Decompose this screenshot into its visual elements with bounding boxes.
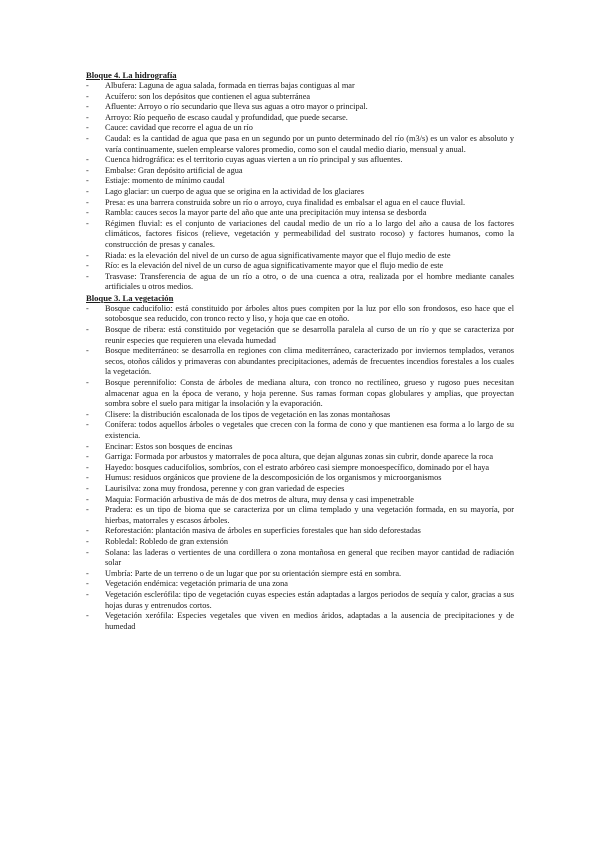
glossary-item	[86, 526, 514, 537]
glossary-definition: : vegetación primaria de una zona	[175, 579, 288, 589]
glossary-item	[86, 261, 514, 272]
glossary-definition: : Robledo de gran extensión	[134, 536, 229, 546]
glossary-definition: : las laderas o vertientes de una cordillera o zona montañosa en general que reciben mayor cantidad de radiación solar	[105, 547, 514, 568]
glossary-definition: : Laguna de agua salada, formada en tierras bajas contiguas al mar	[134, 81, 355, 90]
glossary-item	[86, 537, 514, 548]
glossary-term: Garriga	[105, 452, 131, 462]
glossary-item	[86, 155, 514, 166]
glossary-item	[86, 495, 514, 506]
glossary-term: Solana	[105, 547, 128, 557]
glossary-definition: : residuos orgánicos que proviene de la descomposición de los organismos y microorganismos	[128, 473, 442, 483]
glossary-item	[86, 134, 514, 155]
glossary-item	[86, 346, 514, 378]
glossary-list	[86, 304, 514, 632]
glossary-term: Conífera	[105, 420, 135, 430]
glossary-term: Lago glaciar	[105, 186, 147, 196]
glossary-item	[86, 325, 514, 346]
glossary-item	[86, 590, 514, 611]
glossary-definition: : plantación masiva de árboles en superficies forestales que han sido deforestadas	[151, 526, 421, 536]
glossary-definition: : cauces secos la mayor parte del año que ante una precipitación muy intensa se desborda	[130, 208, 427, 218]
glossary-term: Río	[105, 261, 117, 271]
glossary-definition: : es un tipo de bioma que se caracteriza por un clima templado y una vegetación formada, en su mayoría, por hierbas, matorrales y escasos árboles.	[105, 505, 514, 525]
glossary-term: Encinar	[105, 441, 131, 451]
glossary-term: Bosque caducifolio	[105, 303, 171, 313]
glossary-term: Estiaje	[105, 176, 128, 186]
glossary-term: Embalse	[105, 165, 134, 175]
glossary-item	[86, 579, 514, 590]
glossary-definition: : es una barrera construida sobre un río o arroyo, cuya finalidad es embalsar el agua en el cauce fluvial.	[122, 197, 466, 207]
glossary-term: Cuenca hidrográfica	[105, 155, 173, 165]
glossary-definition: : está constituido por vegetación que se desarrolla paralela al curso de un río y que se caracteriza por reunir especies que requieren una elevada humedad	[105, 325, 515, 345]
glossary-item	[86, 548, 514, 569]
glossary-term: Bosque perennifolio	[105, 378, 175, 388]
glossary-term: Trasvase	[105, 271, 135, 281]
glossary-item	[86, 463, 514, 474]
glossary-item	[86, 410, 514, 421]
glossary-definition: : todos aquellos árboles o vegetales que crecen con la forma de cono y que mantienen esa forma a lo largo de su existencia.	[105, 420, 514, 440]
glossary-definition: : es la elevación del nivel de un curso de agua significativamente mayor que el flujo medio de este	[117, 261, 444, 271]
glossary-definition: : Consta de árboles de mediana altura, con tronco no rectilíneo, grueso y rugoso pues necesitan almacenar agua en la época de verano, y hoja perenne. Sus ramas forman copas globulares y amplias, que proyectan sombra sobre el suelo para mitigar la insolación y la evaporación.	[105, 378, 514, 409]
glossary-item	[86, 219, 514, 251]
glossary-definition: : Arroyo o río secundario que lleva sus aguas a otro mayor o principal.	[134, 102, 368, 112]
glossary-term: Vegetación endémica	[105, 579, 176, 589]
glossary-definition: : es el conjunto de variaciones del caudal medio de un río a lo largo del año a causa de los factores climáticos, factores físicos (relieve, vegetación y permeabilidad del sustrato rocoso) y factores humanos, como la construcción de presas y canales.	[105, 218, 514, 249]
section-heading: Bloque 3. La vegetación	[86, 292, 174, 303]
glossary-item	[86, 166, 514, 177]
glossary-definition: : se desarrolla en regiones con clima mediterráneo, caracterizado por inviernos templados, veranos secos, otoños cálidos y primaveras con abundantes precipitaciones, además de frecuentes incendios forestales a los cuales la vegetación.	[105, 346, 514, 377]
glossary-item	[86, 442, 514, 453]
glossary-definition: : Río pequeño de escaso caudal y profundidad, que puede secarse.	[128, 112, 348, 122]
glossary-item	[86, 304, 514, 325]
glossary-definition: : es el territorio cuyas aguas vierten a un río principal y sus afluentes.	[172, 155, 403, 165]
glossary-term: Acuífero	[105, 91, 135, 101]
glossary-definition: : es la elevación del nivel de un curso de agua significativamente mayor que el flujo medio de este	[124, 250, 451, 260]
glossary-item	[86, 378, 514, 410]
glossary-item	[86, 452, 514, 463]
glossary-term: Laurisilva	[105, 483, 139, 493]
glossary-item	[86, 484, 514, 495]
glossary-item	[86, 569, 514, 580]
glossary-definition: : Transferencia de agua de un río a otro, o de una cuenca a otra, realizada por el hombre mediante canales artificiales u otros medios.	[105, 271, 514, 292]
glossary-definition: : Parte de un terreno o de un lugar que por su orientación siempre está en sombra.	[130, 568, 402, 578]
glossary-term: Reforestación	[105, 526, 152, 536]
glossary-definition: : momento de mínimo caudal	[127, 176, 225, 186]
glossary-term: Afluente	[105, 102, 135, 112]
glossary-term: Robledal	[105, 536, 135, 546]
glossary-term: Riada	[105, 250, 125, 260]
glossary-definition: : cavidad que recorre el agua de un río	[125, 123, 253, 133]
glossary-term: Rambla	[105, 208, 131, 218]
glossary-item	[86, 272, 514, 293]
glossary-term: Pradera	[105, 505, 131, 515]
glossary-list	[86, 81, 514, 293]
glossary-item	[86, 208, 514, 219]
glossary-item	[86, 251, 514, 262]
glossary-item	[86, 176, 514, 187]
document-body	[86, 70, 514, 632]
glossary-definition: : está constituido por árboles altos pues compiten por la luz por ello son frondosos, eso hace que el sotobosque sea reducido, con tronco recto y liso, y hoja que cae en otoño.	[105, 303, 514, 324]
glossary-item	[86, 611, 514, 632]
glossary-definition: : un cuerpo de agua que se origina en la actividad de los glaciares	[146, 186, 364, 196]
glossary-term: Clisere	[105, 409, 129, 419]
glossary-item	[86, 473, 514, 484]
glossary-definition: : es la cantidad de agua que pasa en un segundo por un punto determinado del río (m3/s) es un valor es absoluto y varía continuamente, suelen emplearse valores promedio, como son el caudal medio diario, mensual y anual.	[105, 133, 514, 154]
glossary-item	[86, 187, 514, 198]
glossary-definition: : Formación arbustiva de más de dos metros de altura, muy densa y casi impenetrable	[130, 494, 414, 504]
glossary-term: Umbría	[105, 568, 131, 578]
glossary-term: Régimen fluvial	[105, 218, 161, 228]
glossary-definition: : Gran depósito artificial de agua	[133, 165, 243, 175]
glossary-definition: : Estos son bosques de encinas	[130, 441, 233, 451]
glossary-definition: : son los depósitos que contienen el agua subterránea	[134, 91, 311, 101]
glossary-definition: : Formada por arbustos y matorrales de poca altura, que dejan algunas zonas sin cubrir, donde aparece la roca	[130, 452, 494, 462]
glossary-definition: : bosques caducifolios, sombríos, con el estrato arbóreo casi siempre monoespecífico, dominado por el haya	[130, 462, 490, 472]
glossary-term: Hayedo	[105, 462, 131, 472]
glossary-definition: : zona muy frondosa, perenne y con gran variedad de especies	[138, 483, 345, 493]
glossary-item	[86, 102, 514, 113]
glossary-item	[86, 113, 514, 124]
glossary-item	[86, 81, 514, 92]
glossary-term: Bosque de ribera	[105, 325, 164, 335]
section-heading: Bloque 4. La hidrografía	[86, 70, 177, 80]
glossary-definition: : la distribución escalonada de los tipos de vegetación en las zonas montañosas	[128, 409, 391, 419]
glossary-term: Arroyo	[105, 112, 129, 122]
glossary-item	[86, 198, 514, 209]
glossary-term: Presa	[105, 197, 123, 207]
glossary-term: Maquia	[105, 494, 131, 504]
glossary-item	[86, 92, 514, 103]
glossary-term: Vegetación esclerófila	[105, 589, 179, 599]
glossary-item	[86, 505, 514, 526]
glossary-term: Humus	[105, 473, 129, 483]
glossary-term: Caudal	[105, 133, 129, 143]
glossary-term: Bosque mediterráneo	[105, 346, 177, 356]
glossary-term: Albufera	[105, 81, 135, 90]
glossary-term: Vegetación xerófila	[105, 611, 172, 621]
glossary-term: Cauce	[105, 123, 126, 133]
glossary-definition: : tipo de vegetación cuyas especies están adaptadas a largos periodos de sequía y calor, gracias a sus hojas duras y entrenudos cortos.	[105, 589, 514, 610]
glossary-definition: : Especies vegetales que viven en medios áridos, adaptadas a la ausencia de precipitaciones y de humedad	[105, 611, 515, 631]
glossary-item	[86, 123, 514, 134]
glossary-item	[86, 420, 514, 441]
